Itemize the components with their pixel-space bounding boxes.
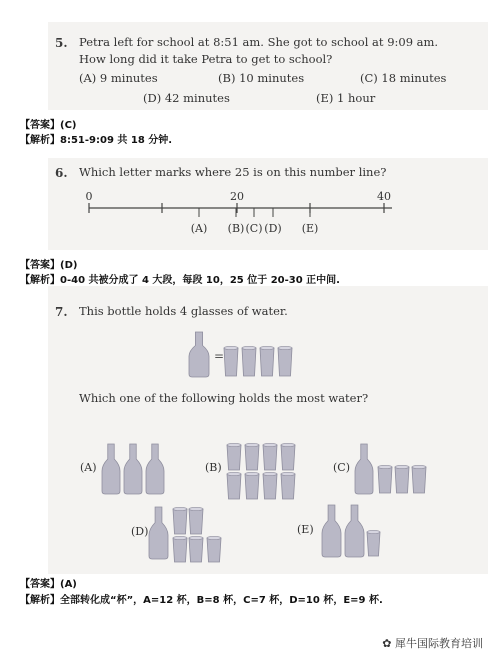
glass-icon <box>245 474 259 499</box>
question-text: Which one of the following holds the most water? <box>79 391 369 405</box>
glass-icon <box>263 474 277 499</box>
glass-icon <box>378 467 392 493</box>
explanation: 【解析】8:51-9:09 共 18 分钟. <box>20 135 173 146</box>
glass-icon <box>173 509 187 534</box>
explanation: 【解析】0-40 共被分成了 4 大段，每段 10，25 位于 20-30 正中间. <box>20 275 340 286</box>
glass-rim <box>281 443 295 446</box>
bottle-icon <box>124 444 142 494</box>
equals-sign: = <box>214 349 225 363</box>
glass-icon <box>189 538 203 562</box>
option-label-e: (E) <box>297 523 314 536</box>
question-number: 6. <box>55 166 68 180</box>
letter-e: (E) <box>301 222 319 235</box>
glass-rim <box>207 536 221 539</box>
glass-rim <box>378 465 392 468</box>
bottle-icon <box>102 444 120 494</box>
question-text: Which letter marks where 25 is on this number line? <box>79 165 387 179</box>
letter-d: (D) <box>264 222 282 235</box>
glass-rim <box>367 530 380 533</box>
bottle-icon <box>189 332 209 377</box>
glass-icon <box>260 348 274 376</box>
glass-icon <box>224 348 238 376</box>
paw-icon: ✿ <box>382 637 392 650</box>
explanation: 【解析】全部转化成“杯”，A=12 杯，B=8 杯，C=7 杯，D=10 杯，E=9 杯. <box>20 595 383 606</box>
answer: 【答案】(C) <box>20 120 77 131</box>
question-text: Petra left for school at 8:51 am. She got to school at 9:09 am. <box>79 35 439 49</box>
option-label-a: (A) <box>80 461 97 474</box>
letter-c: (C) <box>245 222 263 235</box>
number-label-20: 20 <box>230 190 244 203</box>
question-text: This bottle holds 4 glasses of water. <box>79 304 288 318</box>
option-c: (C) 18 minutes <box>360 71 447 85</box>
option-a: (A) 9 minutes <box>79 71 158 85</box>
glass-rim <box>245 443 259 446</box>
glass-rim <box>189 536 203 539</box>
glass-icon <box>263 445 277 470</box>
glass-icon <box>281 445 295 470</box>
question-text: How long did it take Petra to get to school? <box>79 52 333 66</box>
glass-rim <box>395 465 409 468</box>
glass-icon <box>173 538 187 562</box>
bottle-icon <box>146 444 164 494</box>
bottle-icon <box>345 505 364 557</box>
glass-rim <box>412 465 426 468</box>
glass-icon <box>242 348 256 376</box>
watermark-text: 犀牛国际教育培训 <box>395 637 483 650</box>
glass-rim <box>173 507 187 510</box>
glass-icon <box>412 467 426 493</box>
glass-rim <box>189 507 203 510</box>
number-label-40: 40 <box>377 190 391 203</box>
glass-rim <box>260 346 274 349</box>
glass-icon <box>278 348 292 376</box>
letter-a: (A) <box>190 222 208 235</box>
option-e: (E) 1 hour <box>316 91 376 105</box>
glass-icon <box>227 445 241 470</box>
glass-icon <box>227 474 241 499</box>
question-number: 5. <box>55 36 68 50</box>
glass-rim <box>173 536 187 539</box>
glass-icon <box>189 509 203 534</box>
glass-icon <box>395 467 409 493</box>
watermark <box>382 635 483 651</box>
glass-rim <box>227 443 241 446</box>
glass-icon <box>245 445 259 470</box>
option-d: (D) 42 minutes <box>143 91 230 105</box>
glass-rim <box>242 346 256 349</box>
glass-rim <box>278 346 292 349</box>
glass-icon <box>281 474 295 499</box>
glass-rim <box>224 346 238 349</box>
glass-rim <box>263 443 277 446</box>
glass-icon <box>207 538 221 562</box>
answer: 【答案】(D) <box>20 260 78 271</box>
option-label-c: (C) <box>333 461 350 474</box>
glass-rim <box>245 472 259 475</box>
glass-rim <box>263 472 277 475</box>
letter-b: (B) <box>227 222 245 235</box>
answer: 【答案】(A) <box>20 579 77 590</box>
number-label-0: 0 <box>85 190 93 203</box>
glass-icon <box>367 532 380 556</box>
glass-rim <box>281 472 295 475</box>
option-b: (B) 10 minutes <box>218 71 305 85</box>
glass-rim <box>227 472 241 475</box>
option-label-b: (B) <box>205 461 222 474</box>
bottle-icon <box>355 444 373 494</box>
option-label-d: (D) <box>131 525 149 538</box>
bottle-icon <box>322 505 341 557</box>
question-number: 7. <box>55 305 68 319</box>
bottle-icon <box>149 507 168 559</box>
